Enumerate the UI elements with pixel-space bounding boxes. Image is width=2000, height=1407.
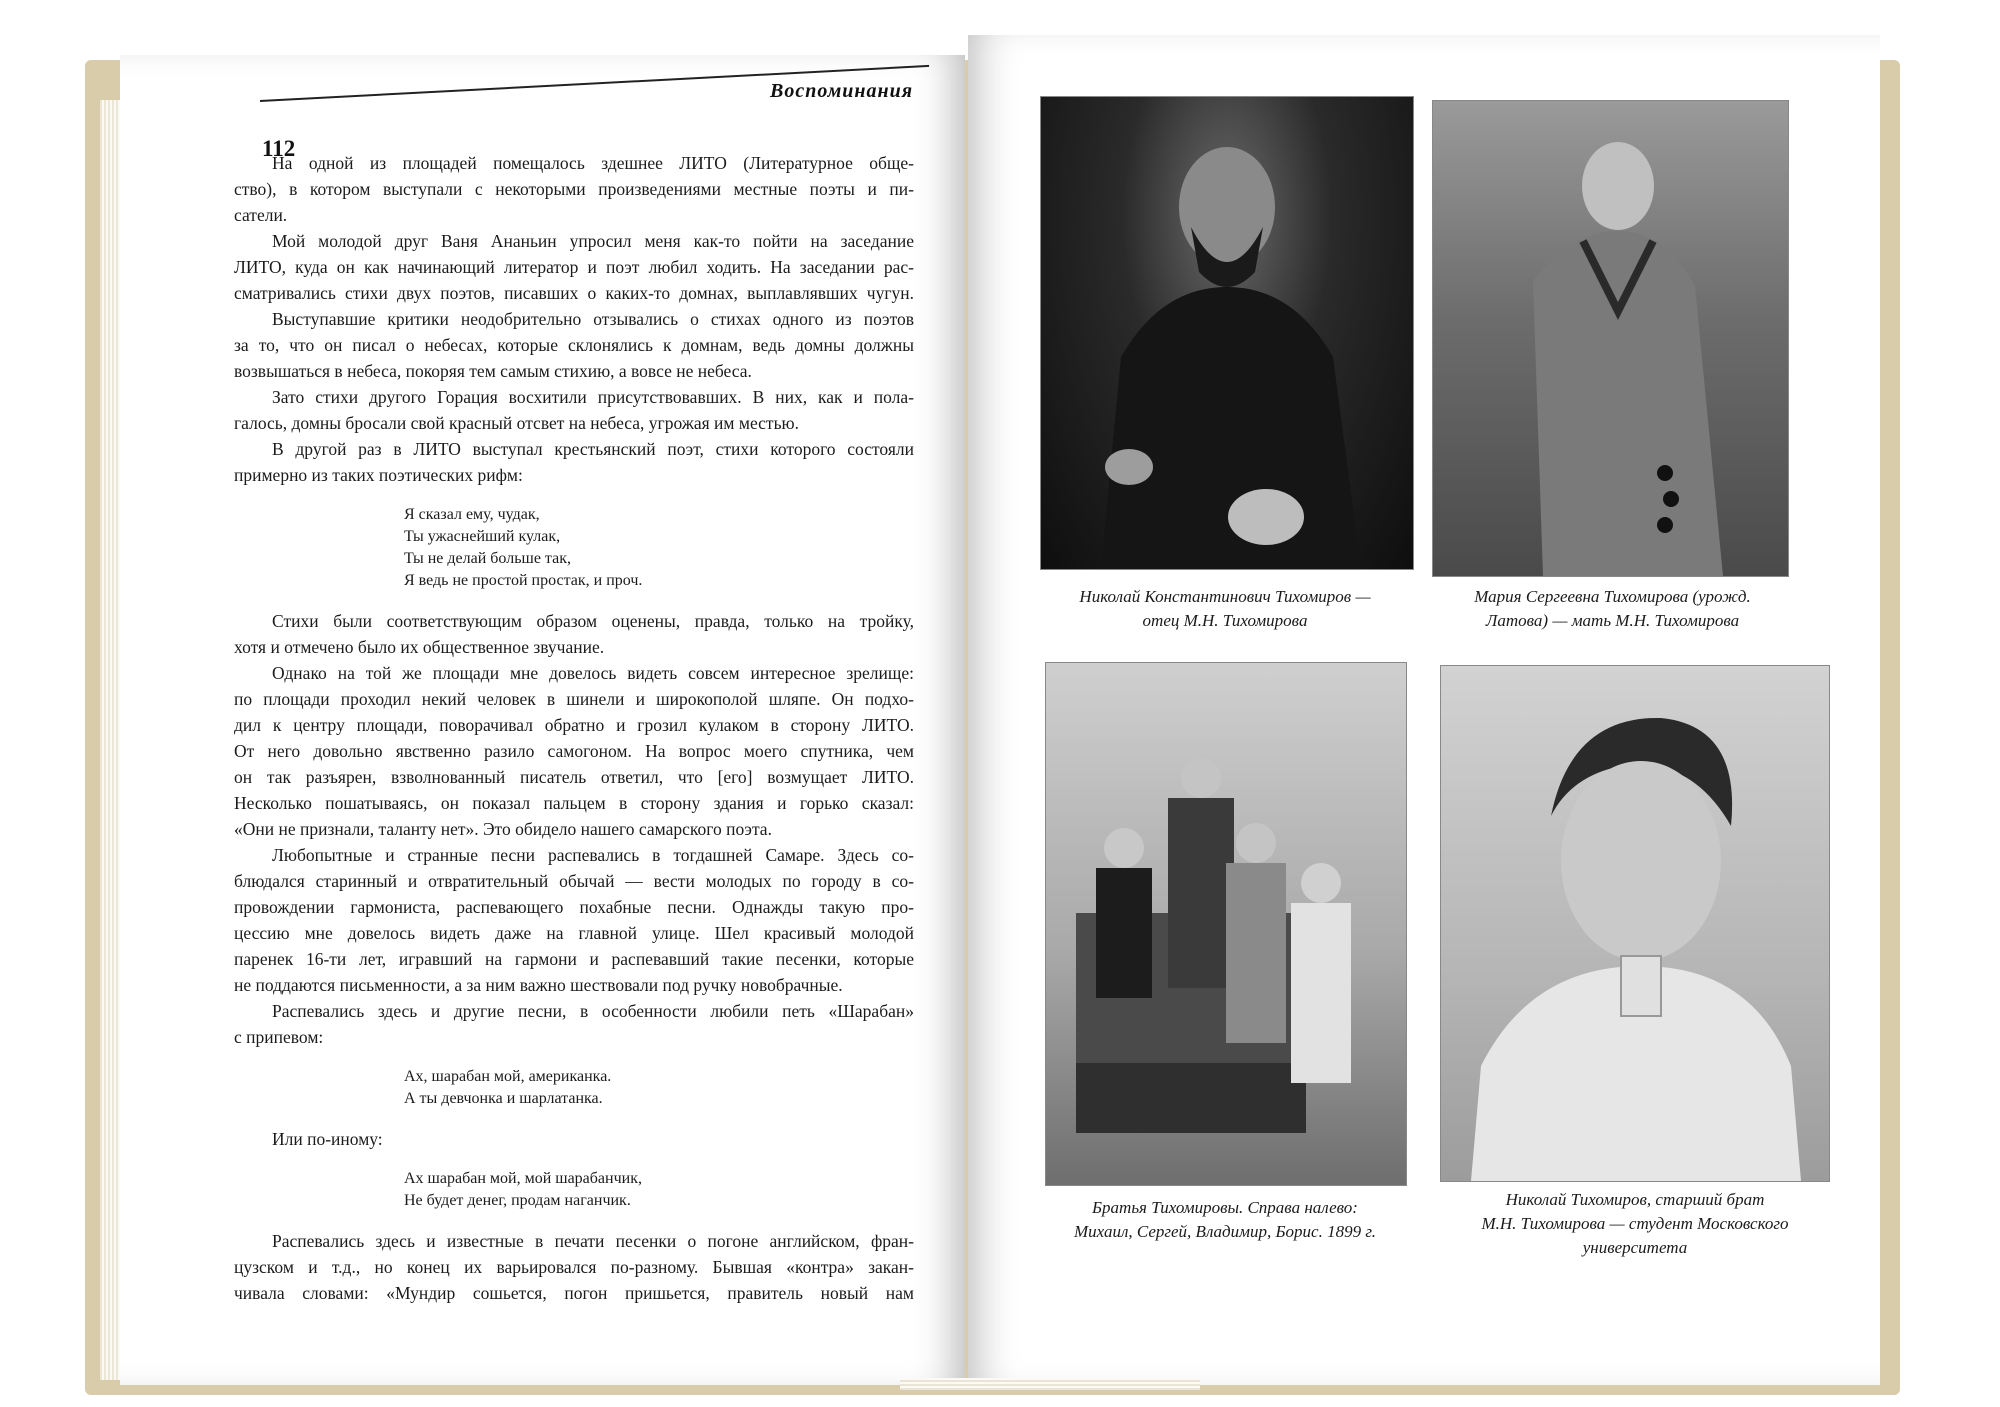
verse-line: Ты ужаснейший кулак,: [404, 528, 561, 545]
text-line: Выступавшие критики неодобрительно отзывались о стихах одного из поэтов: [272, 309, 914, 329]
mother-figure: [1433, 101, 1788, 576]
verse-line: Я ведь не простой простак, и проч.: [404, 572, 643, 589]
photo-brother-nikolai: [1440, 665, 1830, 1182]
text-line: блюдался старинный и отвратительный обычай — вести молодых по городу в со-: [234, 871, 914, 891]
text-line: Однако на той же площади мне довелось видеть совсем интересное зрелище:: [272, 663, 914, 683]
caption-brother-nikolai: Николай Тихомиров, старший брат М.Н. Тихомирова — студент Московского университета: [1481, 1190, 1789, 1257]
page-edges: [100, 100, 122, 1380]
text-line: примерно из таких поэтических рифм:: [234, 465, 523, 485]
verse-line: А ты девчонка и шарлатанка.: [404, 1090, 603, 1107]
text-line: Несколько пошатываясь, он показал пальцем в сторону здания и горько сказал:: [234, 793, 914, 813]
text-line: Любопытные и странные песни распевались в тогдашней Самаре. Здесь со-: [272, 845, 914, 865]
photo-father: [1040, 96, 1414, 570]
text-line: Распевались здесь и другие песни, в особенности любили петь «Шарабан»: [272, 1001, 914, 1021]
text-line: паренек 16-ти лет, игравший на гармони и распевавший такие песенки, которые: [234, 949, 914, 969]
verse-line: Ты не делай больше так,: [404, 550, 571, 567]
text-line: На одной из площадей помещалось здешнее ЛИТО (Литературное обще-: [272, 153, 914, 173]
verse-line: Я сказал ему, чудак,: [404, 506, 540, 523]
text-line: чивала словами: «Мундир сошьется, погон пришьется, правитель новый нам: [234, 1283, 914, 1303]
page-block-bottom: [900, 1378, 1200, 1390]
nikolai-figure: [1441, 666, 1829, 1181]
text-line: хотя и отмечено было их общественное звучание.: [234, 637, 605, 657]
photo-mother: [1432, 100, 1789, 577]
father-figure: [1041, 97, 1413, 569]
text-line: дил к центру площади, поворачивал обратно и грозил кулаком в сторону ЛИТО.: [234, 715, 914, 735]
verse-line: Не будет денег, продам наганчик.: [404, 1192, 631, 1209]
text-line: Или по-иному:: [272, 1129, 383, 1149]
caption-mother: Мария Сергеевна Тихомирова (урожд. Латова) — мать М.Н. Тихомирова: [1474, 587, 1751, 630]
text-line: провождении гармониста, распевающего похабные песни. Однажды такую про-: [234, 897, 914, 917]
running-head: Воспоминания: [770, 80, 914, 102]
text-line: «Они не признали, таланту нет». Это обидело нашего самарского поэта.: [234, 819, 772, 839]
text-line: сматривались стихи двух поэтов, писавших о каких-то домнах, выплавлявших чугун.: [234, 283, 914, 303]
page-number: 112: [262, 136, 296, 161]
verse-line: Ах шарабан мой, мой шарабанчик,: [404, 1170, 642, 1187]
text-line: цессию мне довелось видеть даже на главной улице. Шел красивый молодой: [234, 923, 914, 943]
text-line: Зато стихи другого Горация восхитили присутствовавших. В них, как и пола-: [272, 387, 914, 407]
text-line: Мой молодой друг Ваня Ананьин упросил меня как-то пойти на заседание: [272, 231, 914, 251]
text-line: не поддаются письменности, а за ним важно шествовали под ручку новобрачные.: [234, 975, 843, 995]
text-line: ЛИТО, куда он как начинающий литератор и поэт любил ходить. На заседании рас-: [234, 257, 914, 277]
text-line: ство), в котором выступали с некоторыми произведениями местные поэты и пи-: [234, 179, 914, 199]
text-line: цузском и т.д., но конец их варьировался по-разному. Бывшая «контра» закан-: [234, 1257, 914, 1277]
text-line: галось, домны бросали свой красный отсвет на небеса, угрожая им местью.: [234, 413, 799, 433]
text-line: он так разъярен, взволнованный писатель ответил, что [его] возмущает ЛИТО.: [234, 767, 914, 787]
verse-line: Ах, шарабан мой, американка.: [404, 1068, 612, 1085]
text-line: за то, что он писал о небесах, которые склонялись к домнам, ведь домны должны: [234, 335, 914, 355]
text-line: Стихи были соответствующим образом оценены, правда, только на тройку,: [272, 611, 914, 631]
body-text: [234, 150, 914, 1306]
text-line: От него довольно явственно разило самогоном. На вопрос моего спутника, чем: [234, 741, 914, 761]
text-line: Распевались здесь и известные в печати песенки о погоне английском, фран-: [272, 1231, 914, 1251]
photo-brothers: [1045, 662, 1407, 1186]
brothers-figures: [1046, 663, 1406, 1185]
text-line: В другой раз в ЛИТО выступал крестьянский поэт, стихи которого состояли: [272, 439, 914, 459]
text-line: возвышаться в небеса, покоряя тем самым стихию, а вовсе не небеса.: [234, 361, 752, 381]
text-line: с припевом:: [234, 1027, 324, 1047]
caption-father: Николай Константинович Тихомиров — отец М.Н. Тихомирова: [1079, 587, 1371, 630]
caption-brothers: Братья Тихомировы. Справа налево: Михаил, Сергей, Владимир, Борис. 1899 г.: [1073, 1198, 1376, 1241]
text-line: сатели.: [234, 205, 288, 225]
text-line: по площади проходил некий человек в шинели и широкополой шляпе. Он подхо-: [234, 689, 914, 709]
